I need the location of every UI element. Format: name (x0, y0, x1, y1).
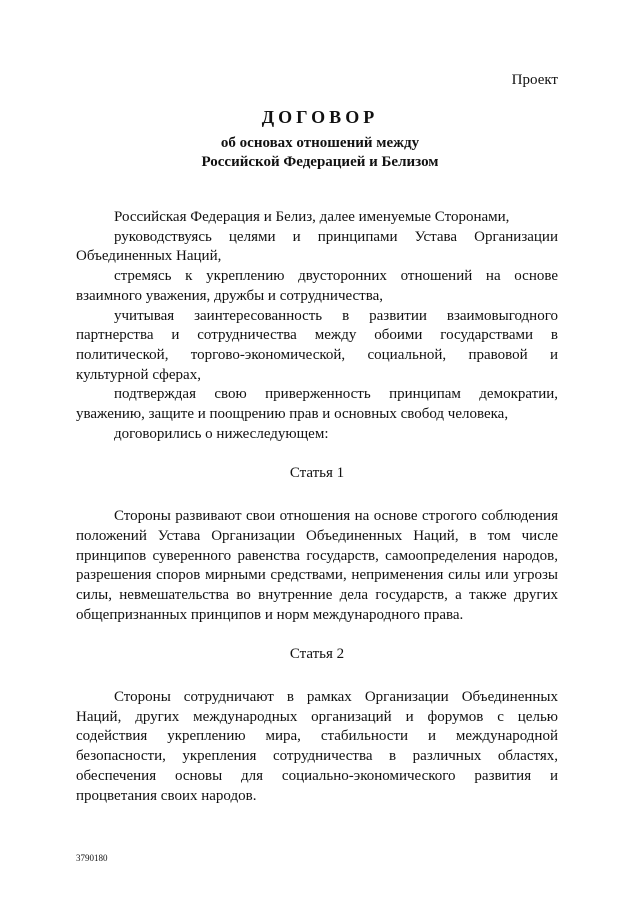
document-body (76, 208, 558, 806)
spacer (76, 484, 558, 507)
document-title: ДОГОВОР (261, 107, 379, 127)
article-2-heading: Статья 2 (289, 646, 345, 663)
article-2-text: Стороны сотрудничают в рамках Организации Объединенных Наций, других международных организаций и форумов с целью содействия укреплению мира, стабильности и международной безопасности, укрепления сотрудничества в различных областях, обеспечения основы для социально-экономического развития и процветания своих народов. (76, 689, 558, 804)
document-number: 3790180 (76, 853, 108, 863)
subtitle-line-2: Российской Федерацией и Белизом (201, 154, 439, 170)
spacer (76, 625, 558, 645)
preamble-paragraph-1: Российская Федерация и Белиз, далее именуемые Сторонами, (114, 209, 510, 225)
preamble-paragraph-5: подтверждая свою приверженность принципам демократии, уважению, защите и поощрению прав и основных свобод человека, (76, 386, 558, 423)
preamble-paragraph-6: договорились о нижеследующем: (114, 425, 329, 442)
spacer (76, 665, 558, 688)
preamble-paragraph-4: учитывая заинтересованность в развитии взаимовыгодного партнерства и сотрудничества между обоими государствами в политической, торгово-экономической, социальной, правовой и культурной сферах, (76, 307, 558, 383)
document-subtitle (0, 134, 640, 172)
preamble-paragraph-2: руководствуясь целями и принципами Устава Организации Объединенных Наций, (76, 228, 558, 265)
subtitle-line-1: об основах отношений между (220, 135, 420, 151)
draft-label: Проект (511, 72, 558, 88)
preamble-paragraph-3: стремясь к укреплению двусторонних отношений на основе взаимного уважения, дружбы и сотрудничества, (76, 268, 558, 304)
article-1-text: Стороны развивают свои отношения на основе строгого соблюдения положений Устава Организации Объединенных Наций, в том числе принципов суверенного равенства государств, самоопределения народов, разрешения споров мирными средствами, неприменения силы или угрозы силы, невмешательства во внутренние дела государств, а также других общепризнанных принципов и норм международного права. (76, 508, 558, 623)
spacer (76, 444, 558, 464)
article-1-heading: Статья 1 (289, 465, 345, 482)
